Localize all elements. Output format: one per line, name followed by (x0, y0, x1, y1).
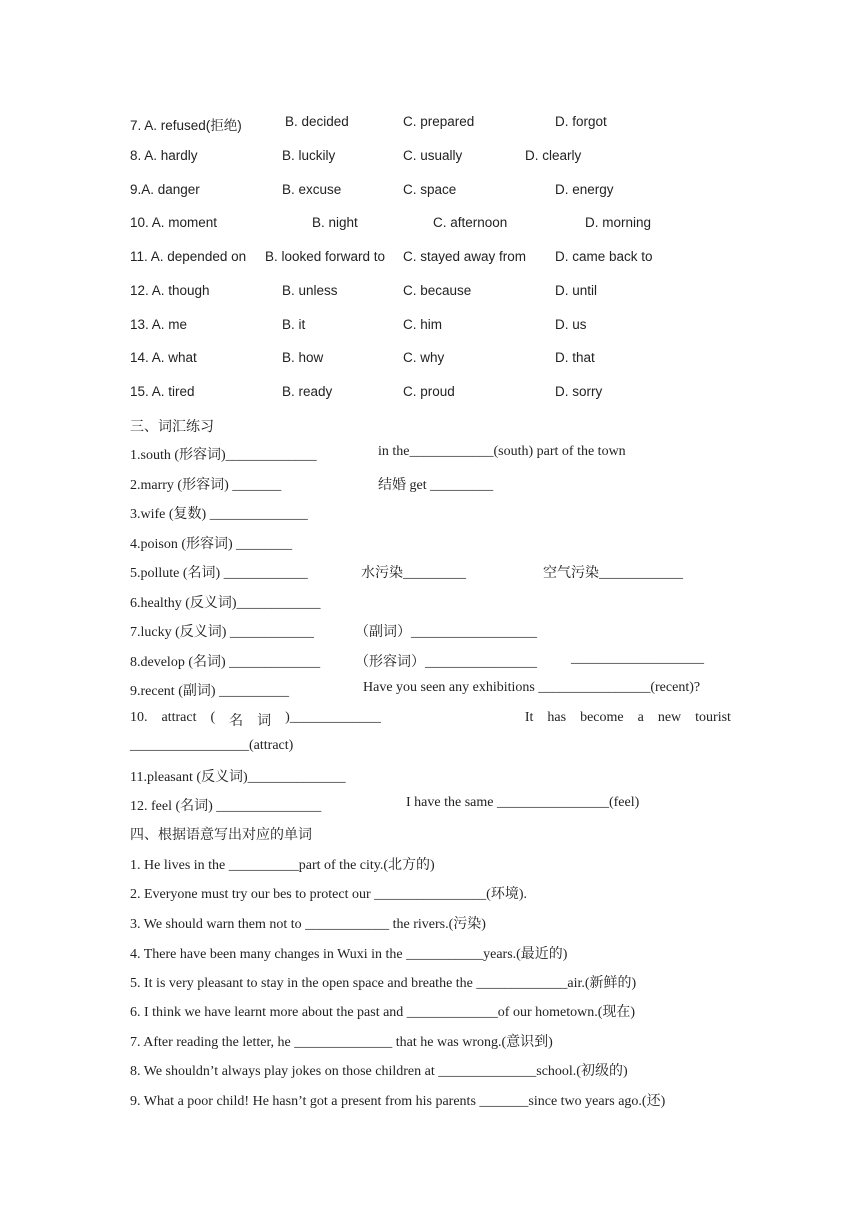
option-d: D. came back to (555, 249, 653, 264)
option-row-15 (0, 384, 860, 404)
fill-item-6 (0, 1001, 860, 1021)
fill-item-7 (0, 1031, 860, 1051)
option-d: D. forgot (555, 114, 607, 129)
option-b: B. decided (285, 114, 349, 129)
vocab-item-2 (0, 474, 860, 494)
option-row-11 (0, 249, 860, 269)
fill-item-1 (0, 854, 860, 874)
vocab-word: 名 (229, 714, 244, 729)
vocab-word: a (637, 710, 644, 725)
vocab-word: 词 (257, 714, 272, 729)
vocab-text: （形容词）________________ (355, 655, 537, 670)
vocab-text: 1.south (形容词)_____________ (130, 448, 317, 463)
fill-text: 7. After reading the letter, he ______________ that he was wrong.(意识到) (130, 1035, 553, 1050)
fill-text: 6. I think we have learnt more about the past and _____________of our hometown.(现在) (130, 1005, 636, 1020)
vocab-item-1 (0, 444, 860, 464)
vocab-word: tourist (695, 710, 731, 725)
option-d: D. morning (585, 215, 652, 230)
vocab-item-3 (0, 503, 860, 523)
vocab-text: 5.pollute (名词) ____________ (130, 566, 308, 581)
fill-item-8 (0, 1060, 860, 1080)
vocab-text: 2.marry (形容词) _______ (130, 478, 282, 493)
option-row-9 (0, 182, 860, 202)
vocab-text: 4.poison (形容词) ________ (130, 537, 293, 552)
vocab-item-10-continued (0, 738, 860, 758)
fill-text: 9. What a poor child! He hasn’t got a present from his parents _______since two years ago.(还) (130, 1094, 666, 1109)
vocab-word: become (580, 710, 624, 725)
option-d: D. that (555, 350, 595, 365)
vocab-item-4 (0, 533, 860, 553)
vocab-text: _________________(attract) (130, 738, 294, 753)
option-b: B. unless (282, 283, 338, 298)
option-c: C. him (403, 317, 443, 332)
vocab-word: attract (161, 710, 197, 725)
vocab-item-9 (0, 680, 860, 700)
vocab-word: )_____________ (285, 710, 381, 725)
vocab-item-12 (0, 795, 860, 815)
option-a: 8. A. hardly (130, 148, 198, 163)
vocab-text: 11.pleasant (反义词)______________ (130, 770, 346, 785)
vocab-text: 结婚 get _________ (378, 478, 494, 493)
fill-text: 1. He lives in the __________part of the city.(北方的) (130, 858, 435, 873)
vocab-item-5 (0, 562, 860, 582)
fill-text: 3. We should warn them not to ____________ the rivers.(污染) (130, 917, 486, 932)
vocab-item-10 (130, 710, 731, 730)
vocab-item-8 (0, 651, 860, 671)
option-a: 13. A. me (130, 317, 188, 332)
vocab-item-11 (0, 766, 860, 786)
option-b: B. night (312, 215, 358, 230)
fill-text: 8. We shouldn’t always play jokes on those children at ______________school.(初级的) (130, 1064, 628, 1079)
fill-text: 2. Everyone must try our bes to protect our ________________(环境). (130, 887, 527, 902)
fill-item-2 (0, 883, 860, 903)
vocab-text: 9.recent (副词) __________ (130, 684, 290, 699)
fill-item-3 (0, 913, 860, 933)
option-b: B. luckily (282, 148, 336, 163)
option-d: D. clearly (525, 148, 582, 163)
option-b: B. excuse (282, 182, 342, 197)
vocab-item-6 (0, 592, 860, 612)
option-row-12 (0, 283, 860, 303)
option-c: C. because (403, 283, 472, 298)
option-row-13 (0, 317, 860, 337)
fill-text: 4. There have been many changes in Wuxi in the ___________years.(最近的) (130, 947, 568, 962)
vocab-word: has (547, 710, 567, 725)
vocab-word: ( (210, 710, 216, 725)
option-c: C. why (403, 350, 445, 365)
vocab-word: new (657, 710, 682, 725)
option-c: C. afternoon (433, 215, 508, 230)
option-d: D. until (555, 283, 598, 298)
option-a: 11. A. depended on (130, 249, 247, 264)
option-c: C. prepared (403, 114, 475, 129)
vocab-text: 12. feel (名词) _______________ (130, 799, 322, 814)
fill-item-5 (0, 972, 860, 992)
option-a: 15. A. tired (130, 384, 195, 399)
vocab-text: 水污染_________ (361, 566, 466, 581)
option-c: C. stayed away from (403, 249, 527, 264)
vocab-text: 3.wife (复数) ______________ (130, 507, 308, 522)
option-d: D. sorry (555, 384, 603, 399)
option-d: D. energy (555, 182, 614, 197)
vocab-text: 7.lucky (反义词) ____________ (130, 625, 314, 640)
vocab-text: in the____________(south) part of the town (378, 444, 626, 459)
vocab-text: 8.develop (名词) _____________ (130, 655, 321, 670)
section-4-title: 四、根据语意写出对应的单词 (130, 827, 312, 843)
option-b: B. it (282, 317, 306, 332)
fill-item-4 (0, 943, 860, 963)
vocab-text: ___________________ (571, 651, 704, 666)
option-row-8 (0, 148, 860, 168)
section-3-title: 三、词汇练习 (130, 419, 214, 435)
vocab-item-7 (0, 621, 860, 641)
vocab-text: 6.healthy (反义词)____________ (130, 596, 321, 611)
option-a: 7. A. refused(拒绝) (130, 118, 242, 133)
option-a: 14. A. what (130, 350, 197, 365)
fill-text: 5. It is very pleasant to stay in the open space and breathe the _____________air.(新鲜的) (130, 976, 637, 991)
option-d: D. us (555, 317, 587, 332)
vocab-text: （副词）__________________ (355, 625, 537, 640)
option-a: 10. A. moment (130, 215, 218, 230)
option-b: B. ready (282, 384, 333, 399)
option-c: C. proud (403, 384, 455, 399)
vocab-word: It (524, 710, 534, 725)
option-c: C. usually (403, 148, 463, 163)
option-row-14 (0, 350, 860, 370)
option-c: C. space (403, 182, 457, 197)
fill-item-9 (0, 1090, 860, 1110)
option-row-7 (0, 114, 860, 134)
option-b: B. looked forward to (265, 249, 386, 264)
vocab-text: 空气污染____________ (543, 566, 683, 581)
vocab-text: I have the same ________________(feel) (406, 795, 640, 810)
option-a: 9.A. danger (130, 182, 200, 197)
option-b: B. how (282, 350, 324, 365)
option-row-10 (0, 215, 860, 235)
vocab-text: Have you seen any exhibitions ________________(recent)? (363, 680, 701, 695)
option-a: 12. A. though (130, 283, 210, 298)
vocab-word: 10. (130, 710, 148, 725)
